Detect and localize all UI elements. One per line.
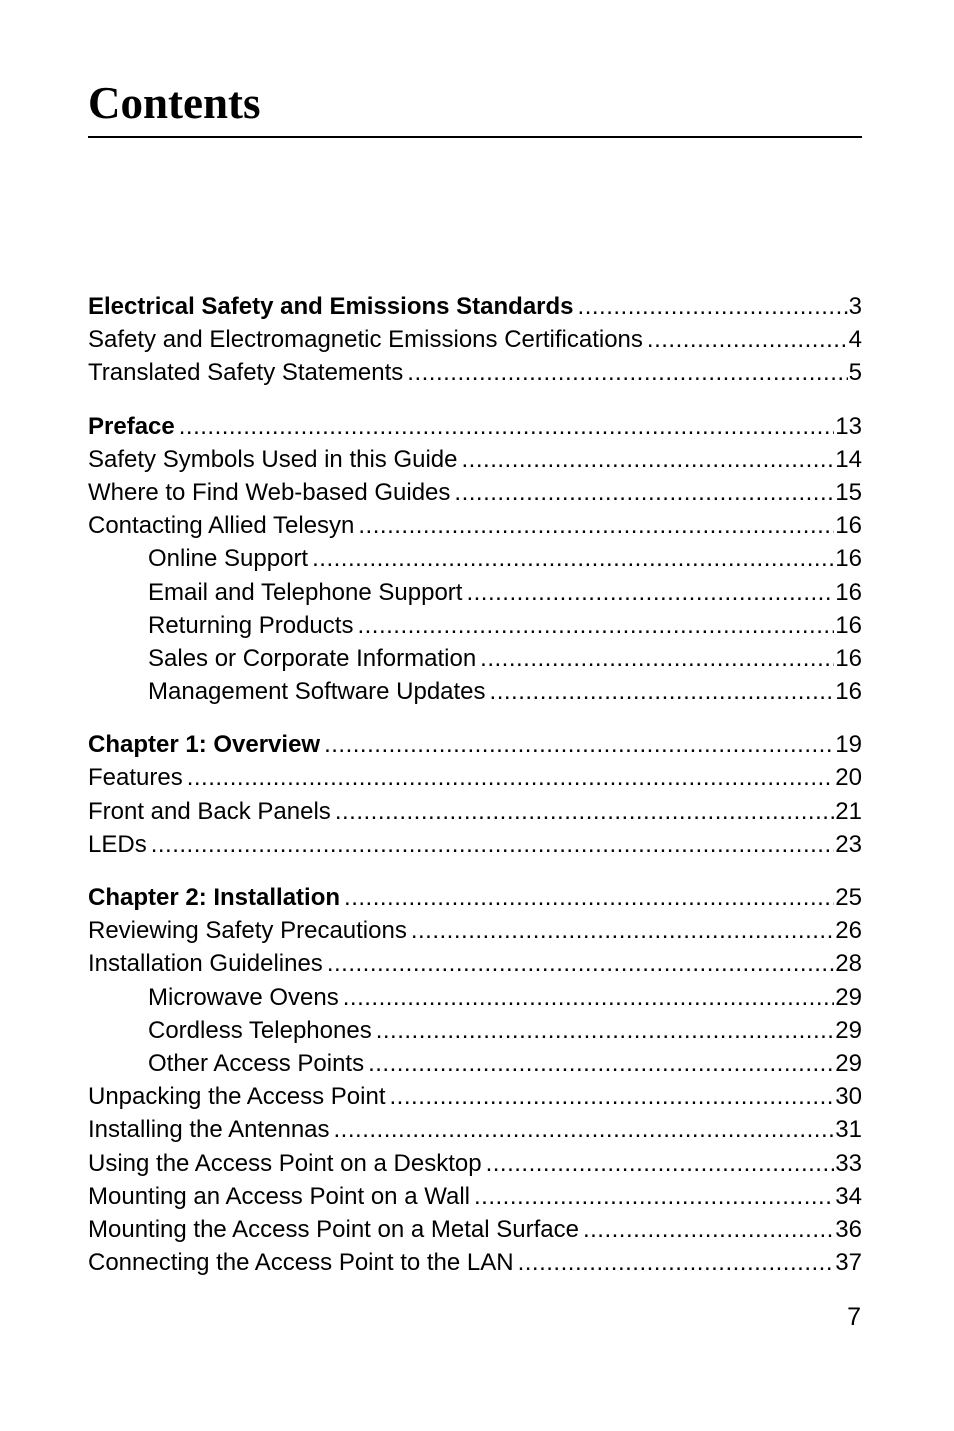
dot-leader — [357, 609, 834, 642]
toc-entry[interactable] — [88, 1113, 862, 1146]
toc-entry-page: 3 — [848, 293, 862, 320]
toc-entry-page: 37 — [835, 1249, 862, 1277]
dot-leader — [486, 1147, 835, 1180]
toc-entry-label: Using the Access Point on a Desktop — [88, 1149, 482, 1177]
toc-entry[interactable] — [88, 1213, 862, 1246]
toc-section — [88, 290, 862, 390]
toc-entry-label: Installing the Antennas — [88, 1116, 330, 1144]
toc-entry-page: 23 — [835, 830, 862, 858]
toc-entry-page: 16 — [835, 611, 862, 639]
toc-entry-label: Features — [88, 764, 183, 792]
dot-leader — [334, 1113, 835, 1146]
toc-entry-label: Cordless Telephones — [148, 1016, 372, 1044]
toc-entry-page: 36 — [835, 1215, 862, 1243]
toc-entry[interactable] — [88, 675, 862, 708]
dot-leader — [390, 1080, 835, 1113]
toc-entry-label: Mounting the Access Point on a Metal Surface — [88, 1215, 579, 1243]
dot-leader — [358, 509, 834, 542]
toc-entry[interactable] — [88, 323, 862, 356]
dot-leader — [368, 1047, 834, 1080]
toc-entry-page: 33 — [835, 1149, 862, 1177]
toc-entry[interactable] — [88, 1047, 862, 1080]
dot-leader — [462, 443, 835, 476]
toc-entry[interactable] — [88, 476, 862, 509]
toc-entry[interactable] — [88, 1180, 862, 1213]
toc-entry-page: 16 — [835, 678, 862, 706]
toc-entry-page: 28 — [835, 950, 862, 978]
toc-entry-label: Sales or Corporate Information — [148, 644, 477, 672]
toc-entry-page: 29 — [835, 1049, 862, 1077]
toc-entry-label: Microwave Ovens — [148, 983, 339, 1011]
dot-leader — [335, 795, 834, 828]
dot-leader — [578, 290, 848, 323]
toc-entry[interactable] — [88, 761, 862, 794]
toc-entry-label: Email and Telephone Support — [148, 578, 463, 606]
toc-entry-label: Chapter 2: Installation — [88, 884, 341, 911]
toc-entry[interactable] — [88, 356, 862, 389]
toc-entry-page: 4 — [848, 326, 862, 354]
toc-entry-page: 30 — [835, 1083, 862, 1111]
toc-entry-page: 16 — [835, 578, 862, 606]
dot-leader — [518, 1246, 835, 1279]
dot-leader — [324, 728, 834, 761]
toc-entry[interactable] — [88, 947, 862, 980]
toc-entry-label: Mounting an Access Point on a Wall — [88, 1182, 470, 1210]
dot-leader — [343, 981, 835, 1014]
toc-entry-page: 16 — [835, 545, 862, 573]
toc-entry-label: Installation Guidelines — [88, 950, 323, 978]
toc-entry-page: 25 — [835, 884, 862, 911]
toc-entry-label: Management Software Updates — [148, 678, 486, 706]
toc-entry-label: Unpacking the Access Point — [88, 1083, 386, 1111]
toc-entry-label: Front and Back Panels — [88, 797, 331, 825]
dot-leader — [647, 323, 848, 356]
toc-entry-page: 14 — [835, 445, 862, 473]
toc-entry-page: 34 — [835, 1182, 862, 1210]
page-title: Contents — [88, 78, 261, 128]
toc-entry[interactable] — [88, 1080, 862, 1113]
dot-leader — [490, 675, 835, 708]
toc-entry[interactable] — [88, 1147, 862, 1180]
toc-entry-label: Returning Products — [148, 611, 354, 639]
toc-entry[interactable] — [88, 542, 862, 575]
toc-entry-page: 15 — [835, 478, 862, 506]
toc-entry[interactable] — [88, 795, 862, 828]
title-rule — [88, 136, 862, 138]
toc-entry-page: 31 — [835, 1116, 862, 1144]
toc-entry-label: Electrical Safety and Emissions Standards — [88, 293, 574, 320]
toc-heading-entry[interactable] — [88, 881, 862, 914]
toc-entry-page: 29 — [835, 1016, 862, 1044]
toc-entry[interactable] — [88, 1246, 862, 1279]
toc-entry-label: Safety and Electromagnetic Emissions Certifications — [88, 326, 643, 354]
toc-entry[interactable] — [88, 509, 862, 542]
dot-leader — [312, 542, 834, 575]
toc-entry-label: LEDs — [88, 830, 147, 858]
dot-leader — [179, 410, 835, 443]
toc-entry[interactable] — [88, 828, 862, 861]
dot-leader — [583, 1213, 834, 1246]
dot-leader — [344, 881, 834, 914]
toc-entry[interactable] — [88, 1014, 862, 1047]
dot-leader — [151, 828, 835, 861]
dot-leader — [454, 476, 834, 509]
toc-section — [88, 728, 862, 861]
toc-entry-label: Where to Find Web-based Guides — [88, 478, 451, 506]
toc-heading-entry[interactable] — [88, 728, 862, 761]
toc-entry[interactable] — [88, 443, 862, 476]
toc-entry[interactable] — [88, 576, 862, 609]
toc-entry-label: Other Access Points — [148, 1049, 365, 1077]
toc-entry[interactable] — [88, 914, 862, 947]
toc-entry-page: 20 — [835, 764, 862, 792]
toc-entry-label: Translated Safety Statements — [88, 359, 404, 387]
toc-entry-label: Online Support — [148, 545, 309, 573]
toc-entry-page: 5 — [848, 359, 862, 387]
dot-leader — [187, 761, 835, 794]
toc-entry-label: Preface — [88, 412, 175, 440]
toc-entry-page: 19 — [835, 731, 862, 759]
dot-leader — [480, 642, 834, 675]
table-of-contents — [88, 290, 862, 1299]
toc-entry[interactable] — [88, 642, 862, 675]
toc-entry-page: 26 — [835, 917, 862, 945]
toc-entry-label: Safety Symbols Used in this Guide — [88, 445, 458, 473]
toc-entry-page: 13 — [835, 412, 862, 440]
page-number: 7 — [847, 1303, 861, 1331]
toc-entry[interactable] — [88, 609, 862, 642]
toc-entry-page: 16 — [835, 644, 862, 672]
toc-heading-entry[interactable] — [88, 410, 862, 443]
dot-leader — [411, 914, 834, 947]
toc-section — [88, 410, 862, 709]
toc-heading-entry[interactable] — [88, 290, 862, 323]
dot-leader — [474, 1180, 834, 1213]
toc-entry-label: Contacting Allied Telesyn — [88, 512, 355, 540]
dot-leader — [327, 947, 834, 980]
toc-entry-label: Chapter 1: Overview — [88, 731, 321, 759]
toc-section — [88, 881, 862, 1279]
dot-leader — [466, 576, 834, 609]
toc-entry-page: 21 — [835, 797, 862, 825]
toc-entry-page: 16 — [835, 512, 862, 540]
dot-leader — [407, 356, 847, 389]
dot-leader — [376, 1014, 835, 1047]
toc-entry-label: Connecting the Access Point to the LAN — [88, 1249, 514, 1277]
toc-entry-page: 29 — [835, 983, 862, 1011]
toc-entry[interactable] — [88, 981, 862, 1014]
toc-entry-label: Reviewing Safety Precautions — [88, 917, 407, 945]
